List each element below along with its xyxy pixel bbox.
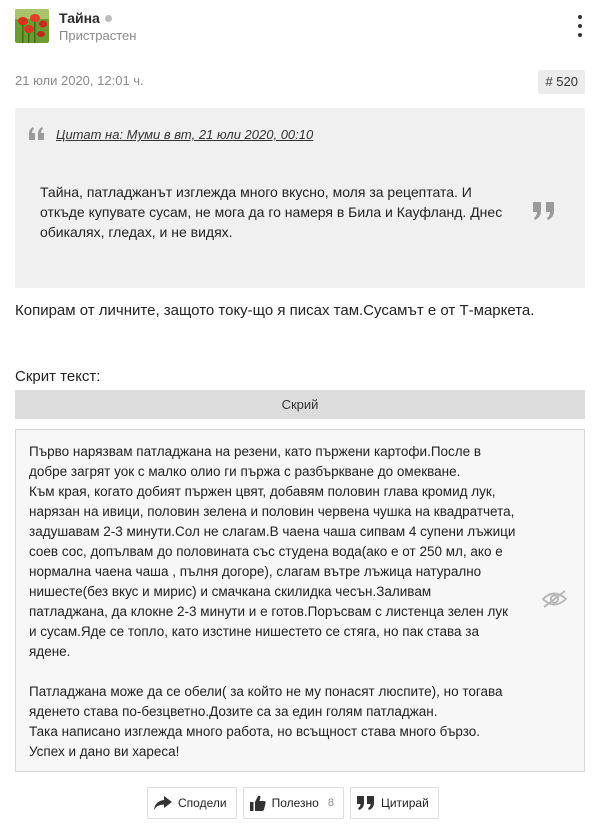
spoiler-line: и сусам.Яде се топло, като изстине нишестето се стяга, но пак става за: [29, 624, 479, 639]
spoiler-hide-button[interactable]: Скрий: [15, 390, 585, 419]
online-status-icon: [105, 15, 112, 22]
post-header: [15, 9, 585, 45]
spoiler-line: Така написано изглежда много работа, но всъщност става много бързо.: [29, 724, 481, 739]
quote-line: Тайна, патладжанът изглежда много вкусно, моля за рецептата. И: [40, 184, 472, 200]
like-count: 8: [327, 797, 334, 809]
quote-text: [40, 182, 565, 242]
share-button[interactable]: [147, 787, 237, 819]
spoiler-line: нормална чаена чаша , пълня догоре), слагам вътре лъжица натурално: [29, 564, 482, 579]
spoiler-paragraph: [29, 442, 569, 662]
quote-line: откъде купувате сусам, не мога да го намеря в Била и Кауфланд. Днес: [40, 204, 503, 220]
quote-open-icon: [27, 126, 47, 140]
quote-icon: [357, 796, 375, 810]
spoiler-label: Скрит текст:: [15, 368, 101, 385]
author-rank: Пристрастен: [59, 28, 137, 43]
thumbs-up-icon: [250, 795, 266, 811]
spoiler-line: Към края, когато добият пържен цвят, добавям половин глава кромид лук,: [29, 484, 496, 499]
kebab-menu-icon[interactable]: [575, 15, 585, 37]
spoiler-line: Патладжана може да се обели( за който не му понасят люспите), но тогава: [29, 684, 503, 699]
spoiler-line: нишесте(без вкус и мирис) и смачкана скилидка чесън.Заливам: [29, 584, 432, 599]
quote-close-icon: [531, 202, 557, 220]
post-body-text: Копирам от личните, защото току-що я писах там.Сусамът е от Т-маркета.: [15, 302, 535, 319]
quote-cite-link[interactable]: Цитат на: Муми в вт, 21 юли 2020, 00:10: [56, 127, 314, 142]
spoiler-line: Първо нарязвам патладжана на резени, като пържени картофи.После в: [29, 444, 482, 459]
eye-icon[interactable]: [541, 589, 568, 609]
post-date: 21 юли 2020, 12:01 ч.: [15, 73, 144, 88]
spoiler-line: добре загрят уок с малко олио ги пържа с разбъркване до омекване.: [29, 464, 461, 479]
share-label: Сподели: [178, 796, 227, 810]
spoiler-content: [15, 429, 585, 772]
quote-reply-button[interactable]: [350, 787, 439, 819]
quote-block: [15, 108, 585, 288]
author-name-text[interactable]: Тайна: [59, 10, 100, 26]
spoiler-paragraph: [29, 682, 569, 762]
quote-reply-label: Цитирай: [380, 796, 429, 810]
spoiler-line: ядене.: [29, 644, 71, 659]
post-actions: [147, 787, 439, 819]
author-name[interactable]: [59, 10, 112, 26]
spoiler-line: соев сос, допълвам до половината със студена вода(ако е от 250 мл, ако е: [29, 544, 503, 559]
like-button[interactable]: [243, 787, 344, 819]
quote-line: обикалях, гледах, и не видях.: [40, 224, 233, 240]
like-label: Полезно: [271, 796, 319, 810]
avatar[interactable]: [15, 9, 49, 43]
spoiler-line: яденето става по-безцветно.Дозите са за един голям патладжан.: [29, 704, 438, 719]
spoiler-line: нарязан на ивици, половин зелена и половин червена чушка на квадратчета,: [29, 504, 515, 519]
spoiler-line: патладжана, да клокне 2-3 минути и е готов.Поръсвам с листенца зелен лук: [29, 604, 508, 619]
share-icon: [154, 796, 172, 810]
post-number[interactable]: # 520: [538, 70, 585, 94]
spoiler-line: задушавам 2-3 минути.Сол не слагам.В чаена чаша сипвам 4 супени лъжици: [29, 524, 516, 539]
spoiler-line: Успех и дано ви хареса!: [29, 744, 180, 759]
